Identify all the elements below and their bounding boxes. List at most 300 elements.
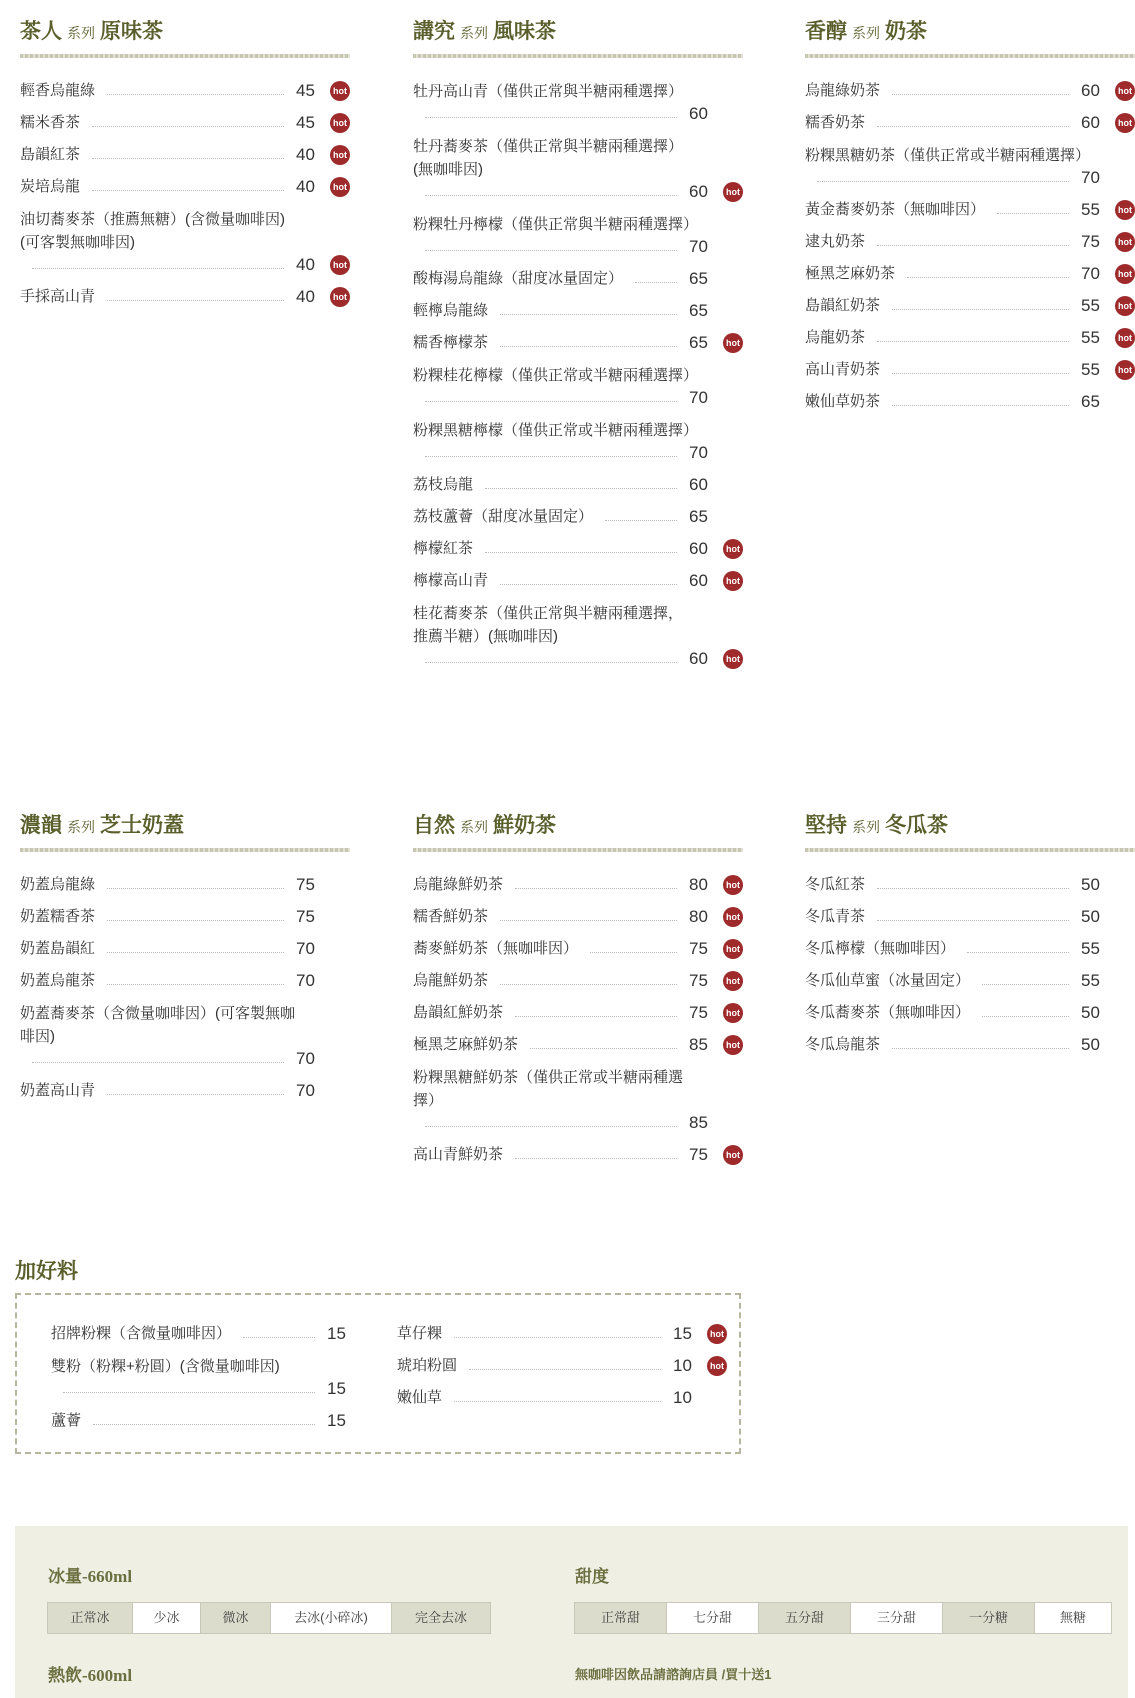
ice-option[interactable]: 完全去冰 bbox=[391, 1602, 491, 1634]
sweetness-option[interactable]: 無糖 bbox=[1034, 1602, 1112, 1634]
menu-item bbox=[805, 327, 1135, 349]
leader-dots bbox=[107, 984, 284, 985]
hot-badge-icon: hot bbox=[330, 177, 350, 197]
section-divider bbox=[805, 848, 1135, 852]
ice-title: 冰量-660ml bbox=[48, 1567, 133, 1586]
item-name: 檸檬紅茶 bbox=[413, 540, 474, 557]
sweetness-title: 甜度 bbox=[575, 1567, 609, 1586]
item-name: 輕檸烏龍綠 bbox=[413, 302, 489, 319]
leader-dots bbox=[485, 552, 677, 553]
item-price: 65 bbox=[689, 301, 708, 320]
hot-badge-icon: hot bbox=[723, 649, 743, 669]
item-price: 45 bbox=[296, 113, 315, 132]
hot-badge-icon: hot bbox=[723, 971, 743, 991]
item-name: 奶蓋高山青 bbox=[20, 1082, 96, 1099]
item-name: 烏龍綠鮮奶茶 bbox=[413, 876, 504, 893]
hot-badge-placeholder bbox=[723, 507, 743, 527]
options-panel bbox=[15, 1526, 1128, 1698]
leader-dots bbox=[997, 213, 1069, 214]
item-name: 冬瓜檸檬（無咖啡因） bbox=[805, 940, 956, 957]
hot-badge-icon: hot bbox=[330, 81, 350, 101]
item-price: 75 bbox=[1081, 232, 1100, 251]
item-price: 70 bbox=[296, 939, 315, 958]
leader-dots bbox=[500, 920, 677, 921]
menu-item bbox=[805, 112, 1135, 134]
hot-badge-placeholder bbox=[1115, 1035, 1135, 1055]
item-price: 70 bbox=[296, 971, 315, 990]
hot-badge-icon: hot bbox=[723, 907, 743, 927]
item-price: 10 bbox=[673, 1388, 692, 1407]
leader-dots bbox=[500, 584, 677, 585]
hot-badge-placeholder bbox=[330, 907, 350, 927]
item-name: 奶蓋島韻紅 bbox=[20, 940, 96, 957]
item-name: 桂花蕎麥茶（僅供正常與半糖兩種選擇，推薦半糖）(無咖啡因) bbox=[413, 605, 684, 645]
item-name: 粉粿黑糖鮮奶茶（僅供正常或半糖兩種選擇） bbox=[413, 1069, 684, 1109]
section-fresh-milk-tea bbox=[413, 810, 743, 1176]
leader-dots bbox=[92, 126, 284, 127]
ice-option[interactable]: 正常冰 bbox=[47, 1602, 133, 1634]
menu-list bbox=[413, 874, 743, 1166]
item-price: 55 bbox=[1081, 971, 1100, 990]
item-name: 檸檬高山青 bbox=[413, 572, 489, 589]
item-name: 烏龍奶茶 bbox=[805, 329, 866, 346]
item-price: 75 bbox=[689, 1145, 708, 1164]
item-name: 糯香奶茶 bbox=[805, 114, 866, 131]
section-original-tea bbox=[20, 16, 350, 318]
item-price: 60 bbox=[1081, 113, 1100, 132]
leader-dots bbox=[500, 984, 677, 985]
item-price: 50 bbox=[1081, 907, 1100, 926]
hot-badge-icon: hot bbox=[1115, 360, 1135, 380]
hot-badge-placeholder bbox=[330, 939, 350, 959]
item-price: 75 bbox=[296, 875, 315, 894]
menu-item bbox=[413, 474, 743, 496]
leader-dots bbox=[454, 1401, 661, 1402]
hot-badge-icon: hot bbox=[1115, 328, 1135, 348]
item-name: 荔枝烏龍 bbox=[413, 476, 474, 493]
leader-dots bbox=[107, 1094, 284, 1095]
item-name: 冬瓜仙草蜜（冰量固定） bbox=[805, 972, 971, 989]
section-milk-tea bbox=[805, 16, 1135, 423]
item-name: 油切蕎麥茶（推薦無糖）(含微量咖啡因)(可客製無咖啡因) bbox=[20, 211, 285, 251]
menu-item bbox=[20, 208, 350, 276]
menu-item bbox=[413, 213, 743, 258]
menu-item bbox=[397, 1355, 727, 1377]
menu-item bbox=[805, 359, 1135, 381]
item-name: 荔枝蘆薈（甜度冰量固定） bbox=[413, 508, 594, 525]
menu-item bbox=[413, 506, 743, 528]
sweetness-option[interactable]: 一分糖 bbox=[942, 1602, 1035, 1634]
item-name: 草仔粿 bbox=[397, 1325, 443, 1342]
hot-badge-icon: hot bbox=[1115, 232, 1135, 252]
leader-dots bbox=[500, 346, 677, 347]
item-price: 65 bbox=[1081, 392, 1100, 411]
menu-item bbox=[805, 231, 1135, 253]
hot-badge-placeholder bbox=[361, 1379, 381, 1399]
leader-dots bbox=[107, 888, 284, 889]
hot-badge-placeholder bbox=[723, 1113, 743, 1133]
menu-list bbox=[20, 874, 350, 1102]
hot-badge-placeholder bbox=[1115, 971, 1135, 991]
hot-badge-icon: hot bbox=[723, 571, 743, 591]
hot-badge-icon: hot bbox=[723, 1145, 743, 1165]
item-price: 70 bbox=[689, 443, 708, 462]
item-price: 55 bbox=[1081, 939, 1100, 958]
section-title: 香醇 系列 奶茶 bbox=[805, 19, 927, 43]
item-name: 奶蓋糯香茶 bbox=[20, 908, 96, 925]
addon-title: 加好料 bbox=[15, 1259, 78, 1283]
leader-dots bbox=[107, 300, 284, 301]
leader-dots bbox=[107, 920, 284, 921]
hot-badge-icon: hot bbox=[723, 1035, 743, 1055]
section-winter-melon bbox=[805, 810, 1135, 1066]
item-name: 粉粿桂花檸檬（僅供正常或半糖兩種選擇） bbox=[413, 367, 699, 384]
hot-badge-placeholder bbox=[723, 301, 743, 321]
item-name: 炭培烏龍 bbox=[20, 178, 81, 195]
hot-badge-placeholder bbox=[330, 1081, 350, 1101]
item-price: 65 bbox=[689, 333, 708, 352]
menu-item bbox=[413, 1034, 743, 1056]
item-name: 烏龍綠奶茶 bbox=[805, 82, 881, 99]
item-name: 酸梅湯烏龍綠（甜度冰量固定） bbox=[413, 270, 624, 287]
hot-badge-placeholder bbox=[723, 104, 743, 124]
menu-item bbox=[20, 112, 350, 134]
menu-item bbox=[805, 295, 1135, 317]
item-name: 牡丹高山青（僅供正常與半糖兩種選擇） bbox=[413, 83, 684, 100]
section-title: 堅持 系列 冬瓜茶 bbox=[805, 813, 948, 837]
leader-dots bbox=[605, 520, 677, 521]
ice-option[interactable]: 微冰 bbox=[200, 1602, 271, 1634]
hot-badge-placeholder bbox=[361, 1324, 381, 1344]
item-price: 80 bbox=[689, 907, 708, 926]
hot-badge-icon: hot bbox=[723, 182, 743, 202]
menu-item bbox=[805, 906, 1135, 928]
leader-dots bbox=[530, 1048, 677, 1049]
menu-item bbox=[20, 144, 350, 166]
menu-item bbox=[413, 538, 743, 560]
item-name: 島韻紅奶茶 bbox=[805, 297, 881, 314]
item-name: 黃金蕎麥奶茶（無咖啡因） bbox=[805, 201, 986, 218]
menu-item bbox=[805, 874, 1135, 896]
addon-box bbox=[15, 1293, 741, 1454]
section-divider bbox=[413, 848, 743, 852]
item-price: 40 bbox=[296, 287, 315, 306]
item-name: 奶蓋蕎麥茶（含微量咖啡因）(可客製無咖啡因) bbox=[20, 1005, 295, 1045]
menu-item bbox=[805, 938, 1135, 960]
menu-item bbox=[413, 570, 743, 592]
leader-dots bbox=[877, 920, 1069, 921]
item-price: 40 bbox=[296, 177, 315, 196]
hot-badge-icon: hot bbox=[1115, 200, 1135, 220]
hot-badge-placeholder bbox=[723, 388, 743, 408]
leader-dots bbox=[515, 888, 677, 889]
menu-item bbox=[20, 80, 350, 102]
leader-dots bbox=[107, 94, 284, 95]
leader-dots bbox=[892, 1048, 1069, 1049]
item-price: 60 bbox=[689, 104, 708, 123]
leader-dots bbox=[892, 94, 1069, 95]
leader-dots bbox=[425, 401, 677, 402]
item-name: 蕎麥鮮奶茶（無咖啡因） bbox=[413, 940, 579, 957]
section-divider bbox=[413, 54, 743, 58]
leader-dots bbox=[425, 456, 677, 457]
leader-dots bbox=[892, 309, 1069, 310]
item-price: 15 bbox=[327, 1379, 346, 1398]
section-divider bbox=[20, 848, 350, 852]
item-price: 60 bbox=[689, 649, 708, 668]
item-price: 70 bbox=[689, 388, 708, 407]
leader-dots bbox=[485, 488, 677, 489]
item-name: 冬瓜紅茶 bbox=[805, 876, 866, 893]
leader-dots bbox=[877, 126, 1069, 127]
item-name: 奶蓋烏龍綠 bbox=[20, 876, 96, 893]
menu-item bbox=[397, 1387, 727, 1409]
leader-dots bbox=[32, 1062, 284, 1063]
menu-item bbox=[20, 874, 350, 896]
item-price: 45 bbox=[296, 81, 315, 100]
section-title: 講究 系列 風味茶 bbox=[413, 19, 556, 43]
leader-dots bbox=[877, 245, 1069, 246]
menu-item bbox=[413, 874, 743, 896]
item-price: 60 bbox=[689, 182, 708, 201]
menu-item bbox=[20, 286, 350, 308]
hot-badge-icon: hot bbox=[330, 145, 350, 165]
hot-badge-placeholder bbox=[330, 1049, 350, 1069]
item-price: 50 bbox=[1081, 1035, 1100, 1054]
menu-item bbox=[413, 332, 743, 354]
item-name: 烏龍鮮奶茶 bbox=[413, 972, 489, 989]
leader-dots bbox=[92, 158, 284, 159]
item-price: 75 bbox=[689, 1003, 708, 1022]
sweetness-option[interactable]: 七分甜 bbox=[666, 1602, 759, 1634]
item-name: 奶蓋烏龍茶 bbox=[20, 972, 96, 989]
section-divider bbox=[20, 54, 350, 58]
ice-options bbox=[48, 1602, 491, 1634]
item-price: 75 bbox=[296, 907, 315, 926]
hot-badge-placeholder bbox=[1115, 1003, 1135, 1023]
item-name: 冬瓜青茶 bbox=[805, 908, 866, 925]
leader-dots bbox=[590, 952, 677, 953]
item-name: 嫩仙草奶茶 bbox=[805, 393, 881, 410]
item-name: 冬瓜烏龍茶 bbox=[805, 1036, 881, 1053]
menu-item bbox=[805, 1034, 1135, 1056]
sweetness-option[interactable]: 五分甜 bbox=[758, 1602, 851, 1634]
menu-item bbox=[413, 970, 743, 992]
hot-badge-placeholder bbox=[330, 971, 350, 991]
item-name: 島韻紅鮮奶茶 bbox=[413, 1004, 504, 1021]
menu-item bbox=[413, 268, 743, 290]
item-price: 15 bbox=[327, 1324, 346, 1343]
item-name: 極黑芝麻奶茶 bbox=[805, 265, 896, 282]
menu-item bbox=[413, 364, 743, 409]
hot-drink-title: 熱飲-600ml bbox=[48, 1666, 133, 1685]
item-price: 80 bbox=[689, 875, 708, 894]
addon-list-left bbox=[51, 1323, 381, 1442]
leader-dots bbox=[877, 341, 1069, 342]
item-price: 75 bbox=[689, 939, 708, 958]
item-price: 70 bbox=[296, 1049, 315, 1068]
hot-badge-placeholder bbox=[1115, 392, 1135, 412]
hot-badge-icon: hot bbox=[1115, 296, 1135, 316]
menu-item bbox=[413, 1002, 743, 1024]
item-price: 15 bbox=[673, 1324, 692, 1343]
section-divider bbox=[805, 54, 1135, 58]
item-price: 55 bbox=[1081, 296, 1100, 315]
menu-item bbox=[805, 199, 1135, 221]
leader-dots bbox=[425, 195, 677, 196]
leader-dots bbox=[454, 1337, 661, 1338]
hot-badge-icon: hot bbox=[1115, 264, 1135, 284]
decaf-note: 無咖啡因飲品請諮詢店員 /買十送1 bbox=[575, 1667, 772, 1682]
menu-list bbox=[805, 80, 1135, 413]
hot-badge-placeholder bbox=[723, 475, 743, 495]
item-price: 40 bbox=[296, 255, 315, 274]
item-name: 輕香烏龍綠 bbox=[20, 82, 96, 99]
item-name: 高山青奶茶 bbox=[805, 361, 881, 378]
leader-dots bbox=[107, 952, 284, 953]
item-name: 高山青鮮奶茶 bbox=[413, 1146, 504, 1163]
item-price: 85 bbox=[689, 1113, 708, 1132]
hot-badge-icon: hot bbox=[330, 287, 350, 307]
menu-item bbox=[20, 970, 350, 992]
item-name: 糯香鮮奶茶 bbox=[413, 908, 489, 925]
menu-item bbox=[20, 176, 350, 198]
hot-badge-icon: hot bbox=[330, 255, 350, 275]
menu-item bbox=[51, 1323, 381, 1345]
item-name: 糯香檸檬茶 bbox=[413, 334, 489, 351]
leader-dots bbox=[635, 282, 677, 283]
item-price: 70 bbox=[296, 1081, 315, 1100]
leader-dots bbox=[892, 405, 1069, 406]
hot-badge-icon: hot bbox=[1115, 113, 1135, 133]
menu-item bbox=[51, 1410, 381, 1432]
section-title: 茶人 系列 原味茶 bbox=[20, 19, 163, 43]
menu-item bbox=[413, 1066, 743, 1134]
hot-badge-placeholder bbox=[723, 237, 743, 257]
menu-item bbox=[51, 1355, 381, 1400]
hot-badge-icon: hot bbox=[723, 1003, 743, 1023]
leader-dots bbox=[967, 952, 1069, 953]
item-price: 40 bbox=[296, 145, 315, 164]
item-name: 手採高山青 bbox=[20, 288, 96, 305]
menu-item bbox=[413, 938, 743, 960]
menu-item bbox=[20, 938, 350, 960]
hot-badge-icon: hot bbox=[707, 1324, 727, 1344]
item-price: 70 bbox=[689, 237, 708, 256]
section-cheese-foam bbox=[20, 810, 350, 1112]
menu-item bbox=[20, 906, 350, 928]
leader-dots bbox=[32, 268, 284, 269]
item-name: 嫩仙草 bbox=[397, 1389, 443, 1406]
hot-badge-placeholder bbox=[1115, 939, 1135, 959]
leader-dots bbox=[425, 250, 677, 251]
menu-item bbox=[413, 300, 743, 322]
item-price: 70 bbox=[1081, 168, 1100, 187]
item-name: 糯米香茶 bbox=[20, 114, 81, 131]
item-name: 雙粉（粉粿+粉圓）(含微量咖啡因) bbox=[51, 1358, 280, 1375]
item-price: 60 bbox=[689, 475, 708, 494]
leader-dots bbox=[817, 181, 1069, 182]
item-price: 10 bbox=[673, 1356, 692, 1375]
leader-dots bbox=[515, 1158, 677, 1159]
menu-item bbox=[805, 970, 1135, 992]
leader-dots bbox=[92, 190, 284, 191]
item-price: 65 bbox=[689, 507, 708, 526]
item-price: 60 bbox=[689, 571, 708, 590]
hot-badge-icon: hot bbox=[723, 333, 743, 353]
sweetness-options bbox=[575, 1602, 1112, 1634]
leader-dots bbox=[63, 1392, 315, 1393]
item-name: 牡丹蕎麥茶（僅供正常與半糖兩種選擇）(無咖啡因) bbox=[413, 138, 684, 178]
item-price: 15 bbox=[327, 1411, 346, 1430]
hot-badge-icon: hot bbox=[707, 1356, 727, 1376]
item-price: 50 bbox=[1081, 1003, 1100, 1022]
menu-item bbox=[413, 906, 743, 928]
item-price: 55 bbox=[1081, 200, 1100, 219]
item-name: 島韻紅茶 bbox=[20, 146, 81, 163]
hot-badge-icon: hot bbox=[723, 539, 743, 559]
leader-dots bbox=[892, 373, 1069, 374]
item-name: 粉粿黑糖奶茶（僅供正常或半糖兩種選擇） bbox=[805, 147, 1091, 164]
menu-item bbox=[805, 80, 1135, 102]
item-name: 極黑芝麻鮮奶茶 bbox=[413, 1036, 519, 1053]
hot-badge-icon: hot bbox=[723, 939, 743, 959]
menu-item bbox=[20, 1002, 350, 1070]
item-price: 85 bbox=[689, 1035, 708, 1054]
leader-dots bbox=[907, 277, 1069, 278]
leader-dots bbox=[425, 662, 677, 663]
addon-list-right bbox=[397, 1323, 727, 1419]
item-name: 蘆薈 bbox=[51, 1412, 82, 1429]
hot-badge-placeholder bbox=[1115, 875, 1135, 895]
leader-dots bbox=[243, 1337, 315, 1338]
hot-badge-placeholder bbox=[1115, 907, 1135, 927]
item-price: 70 bbox=[1081, 264, 1100, 283]
leader-dots bbox=[469, 1369, 661, 1370]
menu-item bbox=[805, 263, 1135, 285]
leader-dots bbox=[515, 1016, 677, 1017]
item-name: 粉粿黑糖檸檬（僅供正常或半糖兩種選擇） bbox=[413, 422, 699, 439]
item-price: 60 bbox=[1081, 81, 1100, 100]
sweetness-option[interactable]: 正常甜 bbox=[574, 1602, 667, 1634]
hot-badge-icon: hot bbox=[723, 875, 743, 895]
menu-list bbox=[20, 80, 350, 308]
menu-item bbox=[397, 1323, 727, 1345]
section-title: 自然 系列 鮮奶茶 bbox=[413, 813, 556, 837]
item-price: 65 bbox=[689, 269, 708, 288]
leader-dots bbox=[982, 984, 1069, 985]
hot-badge-placeholder bbox=[707, 1388, 727, 1408]
leader-dots bbox=[500, 314, 677, 315]
menu-item bbox=[413, 1144, 743, 1166]
leader-dots bbox=[877, 888, 1069, 889]
menu-item bbox=[805, 391, 1135, 413]
sweetness-option[interactable]: 三分甜 bbox=[850, 1602, 943, 1634]
item-name: 招牌粉粿（含微量咖啡因） bbox=[51, 1325, 232, 1342]
hot-badge-placeholder bbox=[330, 875, 350, 895]
menu-item bbox=[413, 602, 743, 670]
menu-item bbox=[413, 419, 743, 464]
hot-badge-icon: hot bbox=[330, 113, 350, 133]
menu-item bbox=[413, 135, 743, 203]
item-name: 逮丸奶茶 bbox=[805, 233, 866, 250]
item-price: 50 bbox=[1081, 875, 1100, 894]
ice-option[interactable]: 去冰(小碎冰) bbox=[270, 1602, 392, 1634]
item-price: 75 bbox=[689, 971, 708, 990]
leader-dots bbox=[425, 1126, 677, 1127]
ice-option[interactable]: 少冰 bbox=[132, 1602, 201, 1634]
item-name: 琥珀粉圓 bbox=[397, 1357, 458, 1374]
